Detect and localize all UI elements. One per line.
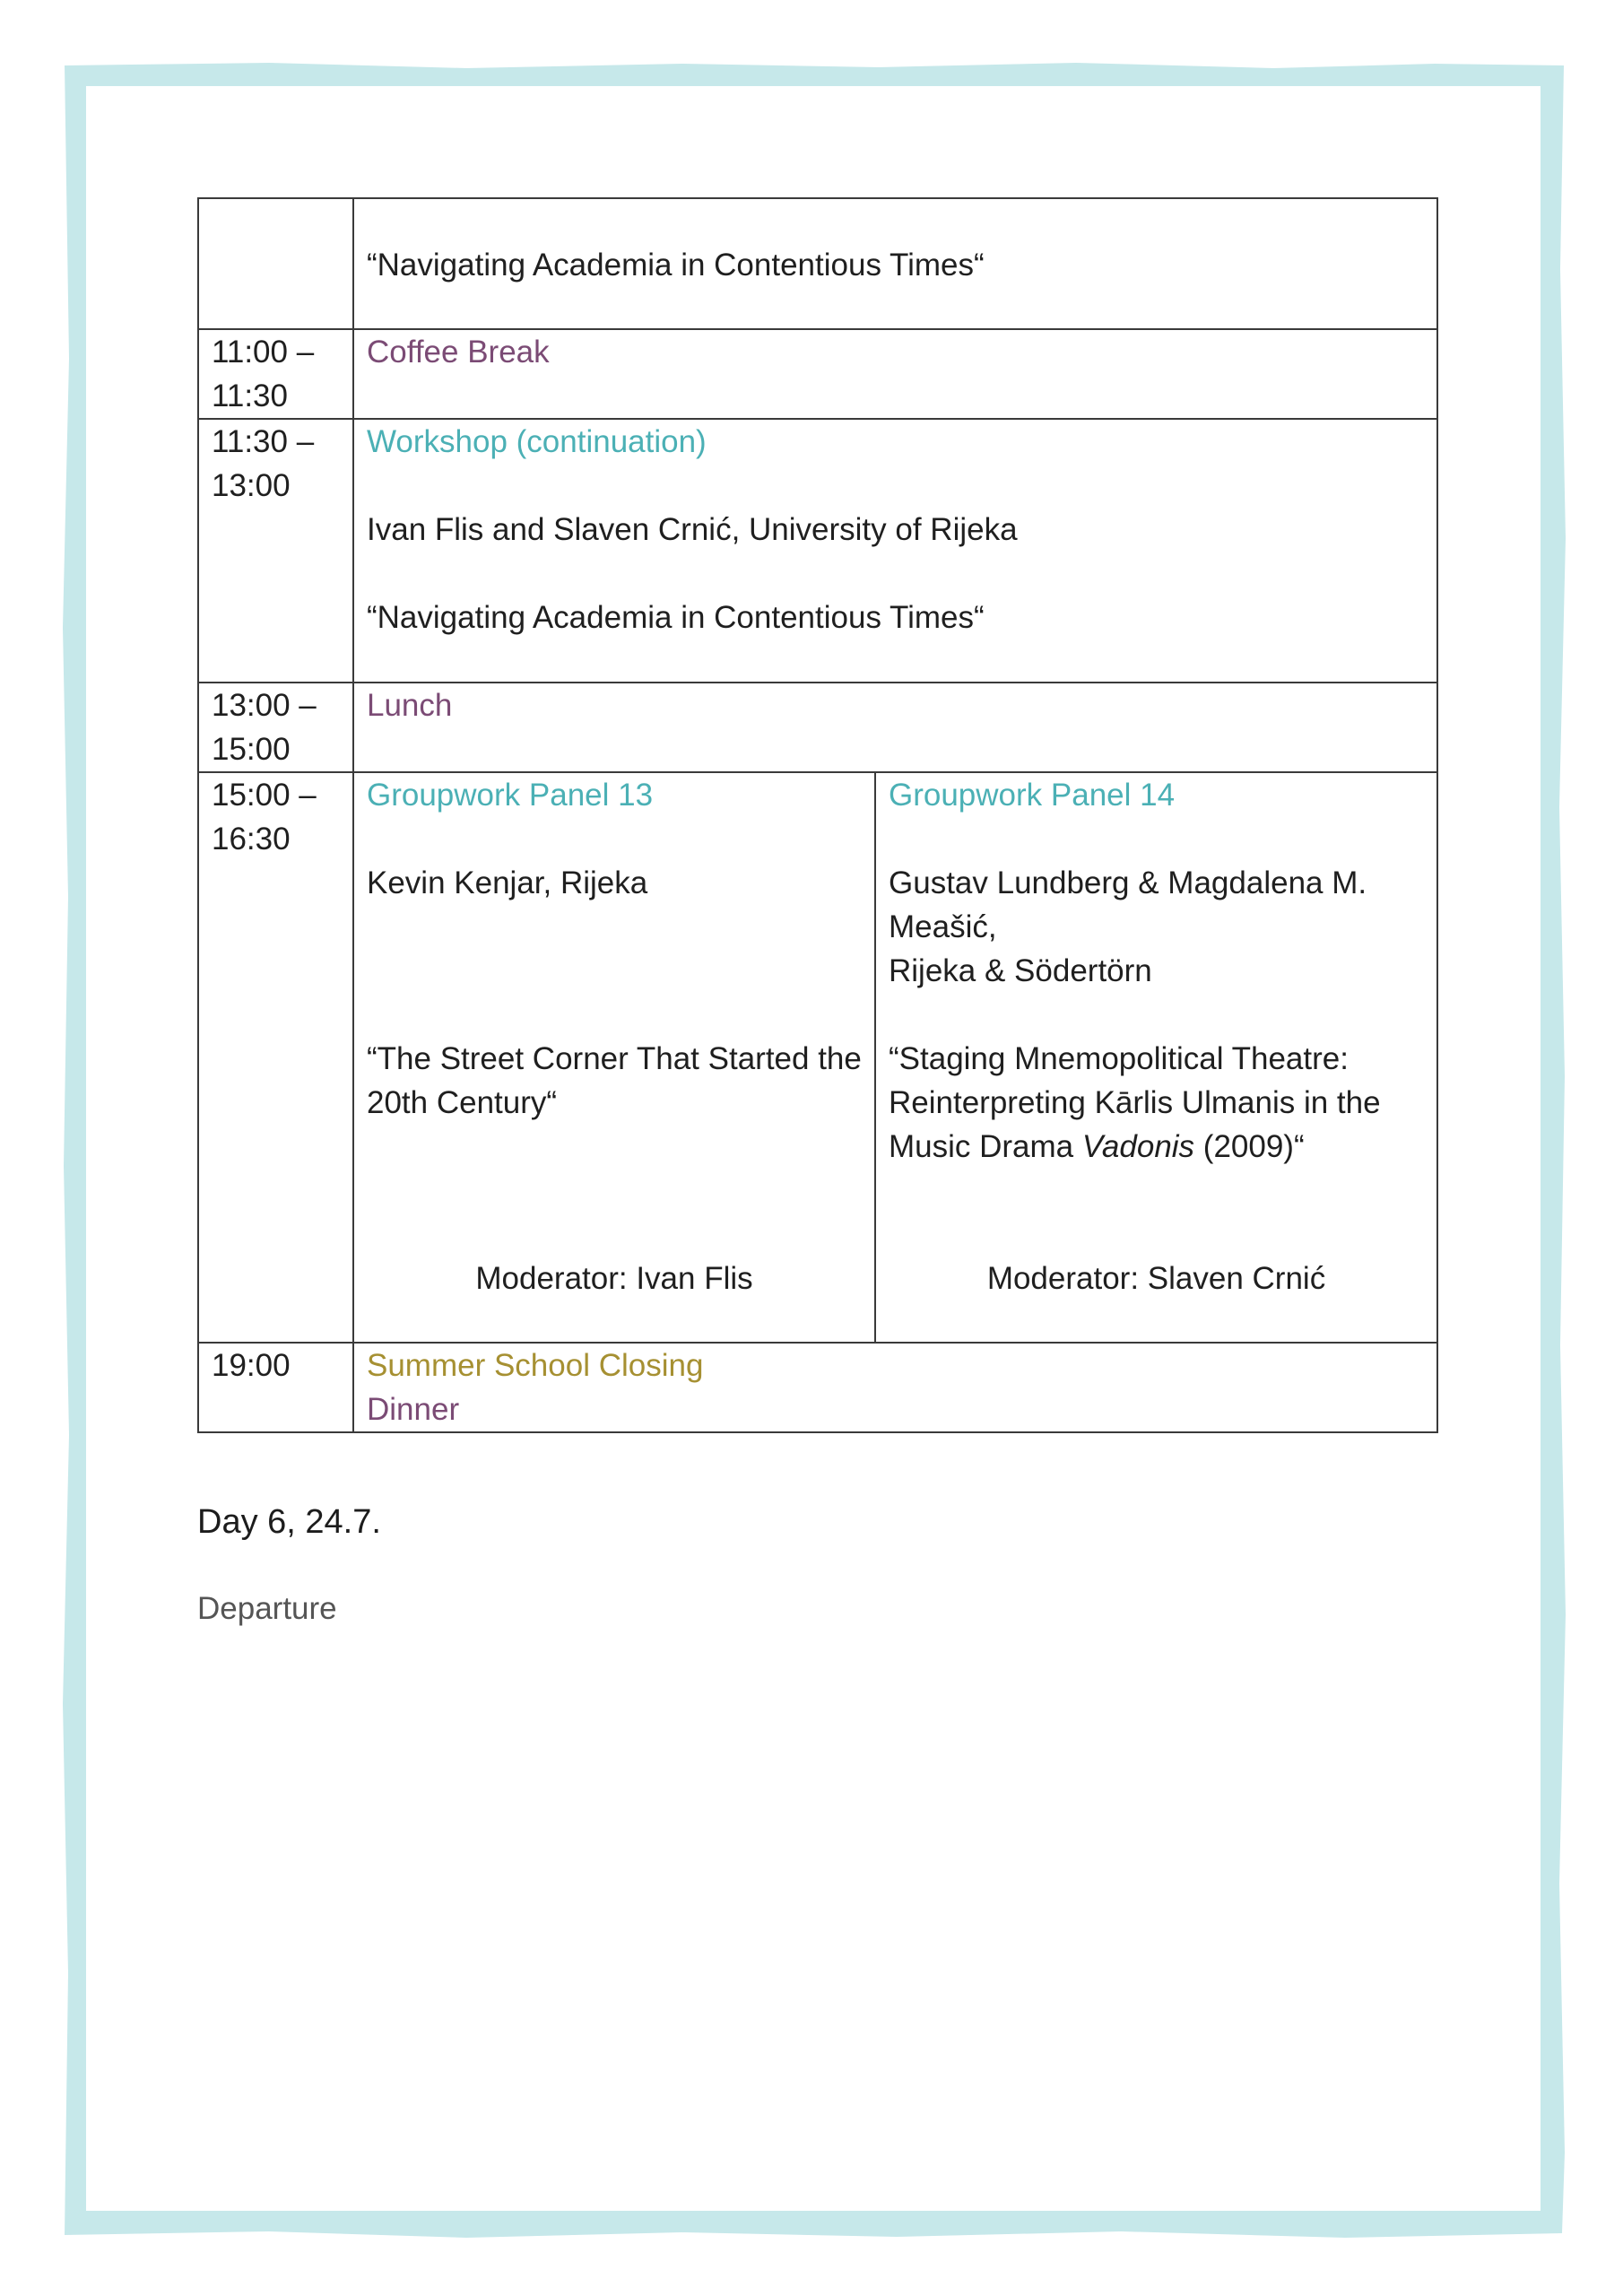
event-name: Lunch <box>367 688 453 723</box>
event-cell <box>353 1343 1437 1432</box>
panel-heading: Groupwork Panel 14 <box>889 778 1176 813</box>
panel-title: “The Street Corner That Started the 20th Century“ <box>367 1041 862 1120</box>
session-title: “Navigating Academia in Contentious Times“ <box>367 248 985 283</box>
event-name: Dinner <box>367 1392 460 1427</box>
play-title: Vadonis <box>1081 1129 1195 1164</box>
time-cell <box>198 198 353 329</box>
event-name: Coffee Break <box>367 335 550 370</box>
table-row <box>198 198 1437 329</box>
time-cell: 13:00 – 15:00 <box>198 683 353 772</box>
table-row <box>198 772 1437 1343</box>
speakers: Ivan Flis and Slaven Crnić, University of Rijeka <box>367 512 1018 547</box>
event-cell <box>353 683 1437 772</box>
event-cell <box>353 198 1437 329</box>
panel-title: “Staging Mnemopolitical Theatre: Reinterpreting Kārlis Ulmanis in the Music Drama Vadonis (2009)“ <box>889 1041 1381 1164</box>
day-heading: Day 6, 24.7. <box>197 1503 381 1541</box>
panel-speaker: Gustav Lundberg & Magdalena M. Meašić, <box>889 865 1367 944</box>
time-cell: 19:00 <box>198 1343 353 1432</box>
time-cell: 15:00 – 16:30 <box>198 772 353 1343</box>
panel-moderator: Moderator: Ivan Flis <box>475 1261 753 1296</box>
event-name: Summer School Closing <box>367 1348 704 1383</box>
time-cell: 11:30 – 13:00 <box>198 419 353 683</box>
table-row <box>198 1343 1437 1432</box>
table-row <box>198 419 1437 683</box>
panel-heading: Groupwork Panel 13 <box>367 778 654 813</box>
panel-affiliation: Rijeka & Södertörn <box>889 953 1152 988</box>
table-row <box>198 683 1437 772</box>
session-title: “Navigating Academia in Contentious Times“ <box>367 600 985 635</box>
event-cell <box>353 419 1437 683</box>
time-cell: 11:00 – 11:30 <box>198 329 353 419</box>
panel-14-cell <box>875 772 1437 1343</box>
schedule-table <box>197 197 1438 1433</box>
panel-moderator: Moderator: Slaven Crnić <box>986 1261 1326 1296</box>
panel-speaker: Kevin Kenjar, Rijeka <box>367 865 648 900</box>
event-name: Workshop (continuation) <box>367 424 707 459</box>
event-cell <box>353 329 1437 419</box>
departure-text: Departure <box>197 1591 337 1626</box>
table-row <box>198 329 1437 419</box>
panel-13-cell <box>353 772 875 1343</box>
